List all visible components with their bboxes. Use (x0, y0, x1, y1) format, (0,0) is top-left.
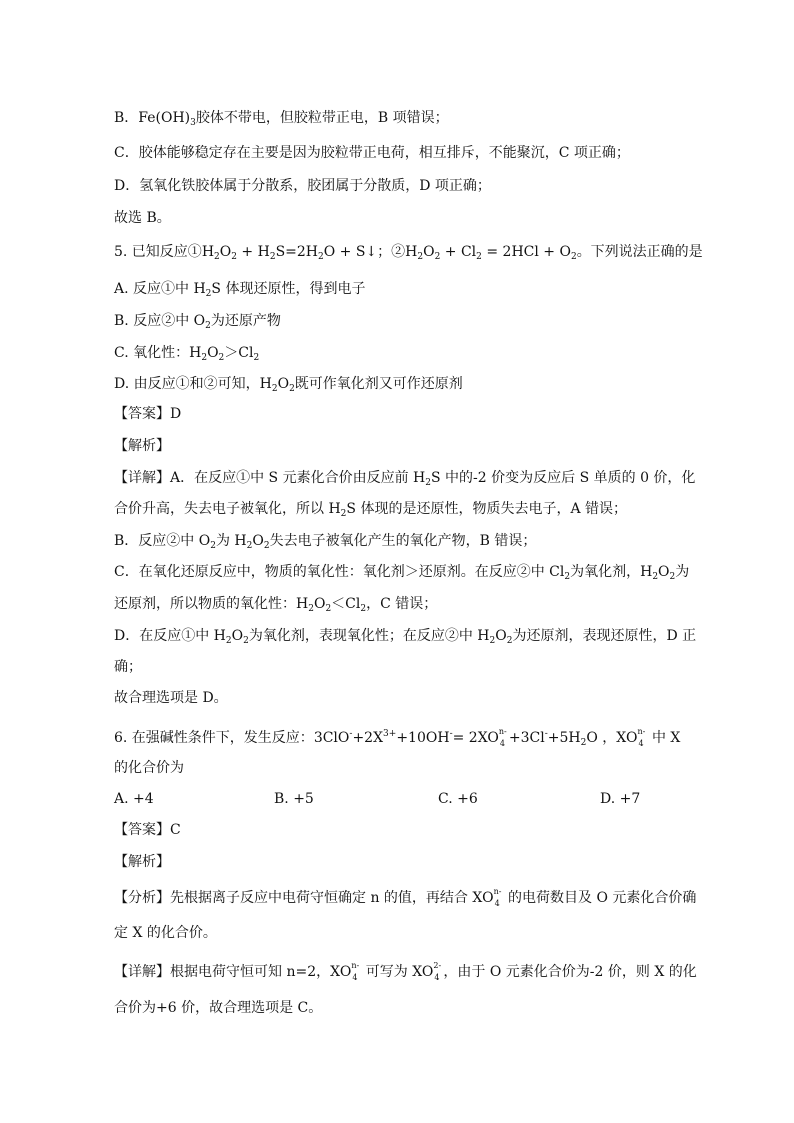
q5-detail-a-line1: 【详解】A．在反应①中 S 元素化合价由反应前 $H_2S$ 中的-2 价变为反应后 S 单质的 0 价，化 (114, 470, 696, 488)
q5-option-d: D. 由反应①和②可知，$H_2O_2$既可作氧化剂又可作还原剂 (114, 376, 463, 394)
q5-answer: 【答案】D (114, 406, 182, 422)
q5-stem-suffix: 。下列说法正确的是 (576, 244, 703, 260)
q4-conclusion: 故选 B。 (114, 210, 171, 226)
q6-detail-prefix: 【详解】根据电荷守恒可知 n=2， (114, 964, 331, 980)
q5-detail-c-line1: C．在氧化还原反应中，物质的氧化性：氧化剂＞还原剂。在反应②中 $Cl_2$为氧化剂，$H_2O_2$为 (114, 564, 690, 582)
q6-detail-mid: 可写为 (365, 964, 408, 980)
q6-fenxi-suffix: 的电荷数目及 O 元素化合价确 (508, 890, 697, 906)
q6-analysis-line1: 【分析】先根据离子反应中电荷守恒确定 n 的值，再结合 XO n- 4 的电荷数目及 O 元素化合价确 (114, 887, 697, 908)
q5-detail-c-line2: 还原剂，所以物质的氧化性：$H_2O_2<Cl_2$，C 错误； (114, 596, 438, 614)
q5-option-c: C. 氧化性：$H_2O_2>Cl_2$ (114, 345, 260, 363)
q6-detail-suffix: ，由于 O 元素化合价为-2 价，则 X 的化 (443, 964, 697, 980)
q6-option-b: B. +5 (274, 791, 314, 807)
q6-detail-line1: 【详解】根据电荷守恒可知 n=2，XO n- 4 可写为 XO 2- 4 ，由于 O 元素化合价为-2 价，则 X 的化 (114, 961, 697, 982)
q6-analysis-heading: 【解析】 (114, 854, 170, 870)
q6-stem-prefix: 6. 在强碱性条件下，发生反应： (114, 730, 314, 746)
q5-detail-b: B．反应②中 $O_2$为 $H_2O_2$失去电子被氧化产生的氧化产物，B 错误； (114, 533, 537, 551)
q4-option-d-explanation: D．氢氧化铁胶体属于分散系，胶团属于分散质，D 项正确； (114, 178, 491, 194)
q5-detail-a-line2: 合价升高，失去电子被氧化，所以 $H_2S$ 体现的是还原性，物质失去电子，A 错误； (114, 501, 628, 519)
q5-detail-d-line2: 确； (114, 659, 142, 675)
q5-option-b: B. 反应②中 $O_2$为还原产物 (114, 313, 281, 331)
q5-analysis-heading: 【解析】 (114, 438, 170, 454)
q4-option-c-explanation: C．胶体能够稳定存在主要是因为胶粒带正电荷，相互排斥，不能聚沉，C 项正确； (114, 145, 630, 161)
q6-option-d: D. +7 (600, 791, 641, 807)
q5-detail-d-line1: D．在反应①中 $H_2O_2$为氧化剂，表现氧化性；在反应②中 $H_2O_2$为还原剂，表现还原性，D 正 (114, 628, 697, 646)
q5-conclusion: 故合理选项是 D。 (114, 690, 228, 706)
q6-stem-line2: 的化合价为 (114, 760, 184, 776)
q6-stem-line1: 6. 在强碱性条件下，发生反应：$3ClO^-+2X^{3+}+10OH^-= 2XO$ n- 4 $+3Cl^-+5H_2O$ ，XO n- 4 中 X (114, 727, 681, 748)
q5-option-a: A. 反应①中 $H_2S$ 体现还原性，得到电子 (114, 281, 366, 299)
q6-analysis-line2: 定 X 的化合价。 (114, 925, 217, 941)
q6-fenxi-prefix: 【分析】先根据离子反应中电荷守恒确定 n 的值，再结合 (114, 890, 468, 906)
q6-option-a: A. +4 (114, 791, 154, 807)
q5-stem-sep: ；② (377, 244, 406, 260)
q6-answer: 【答案】C (114, 822, 181, 838)
q5-stem-prefix: 5. 已知反应① (114, 244, 202, 260)
q6-option-c: C. +6 (438, 791, 478, 807)
q5-stem: 5. 已知反应$①H_2O_2 + H_2S=2H_2O$ + S↓；$②H_2O_2 + Cl_2 = 2HCl + O_2$。下列说法正确的是 (114, 244, 703, 262)
q4-option-b-explanation: B．$Fe(OH)_3$胶体不带电，但胶粒带正电，B 项错误； (114, 110, 449, 128)
q6-detail-line2: 合价为+6 价，故合理选项是 C。 (114, 1000, 323, 1016)
